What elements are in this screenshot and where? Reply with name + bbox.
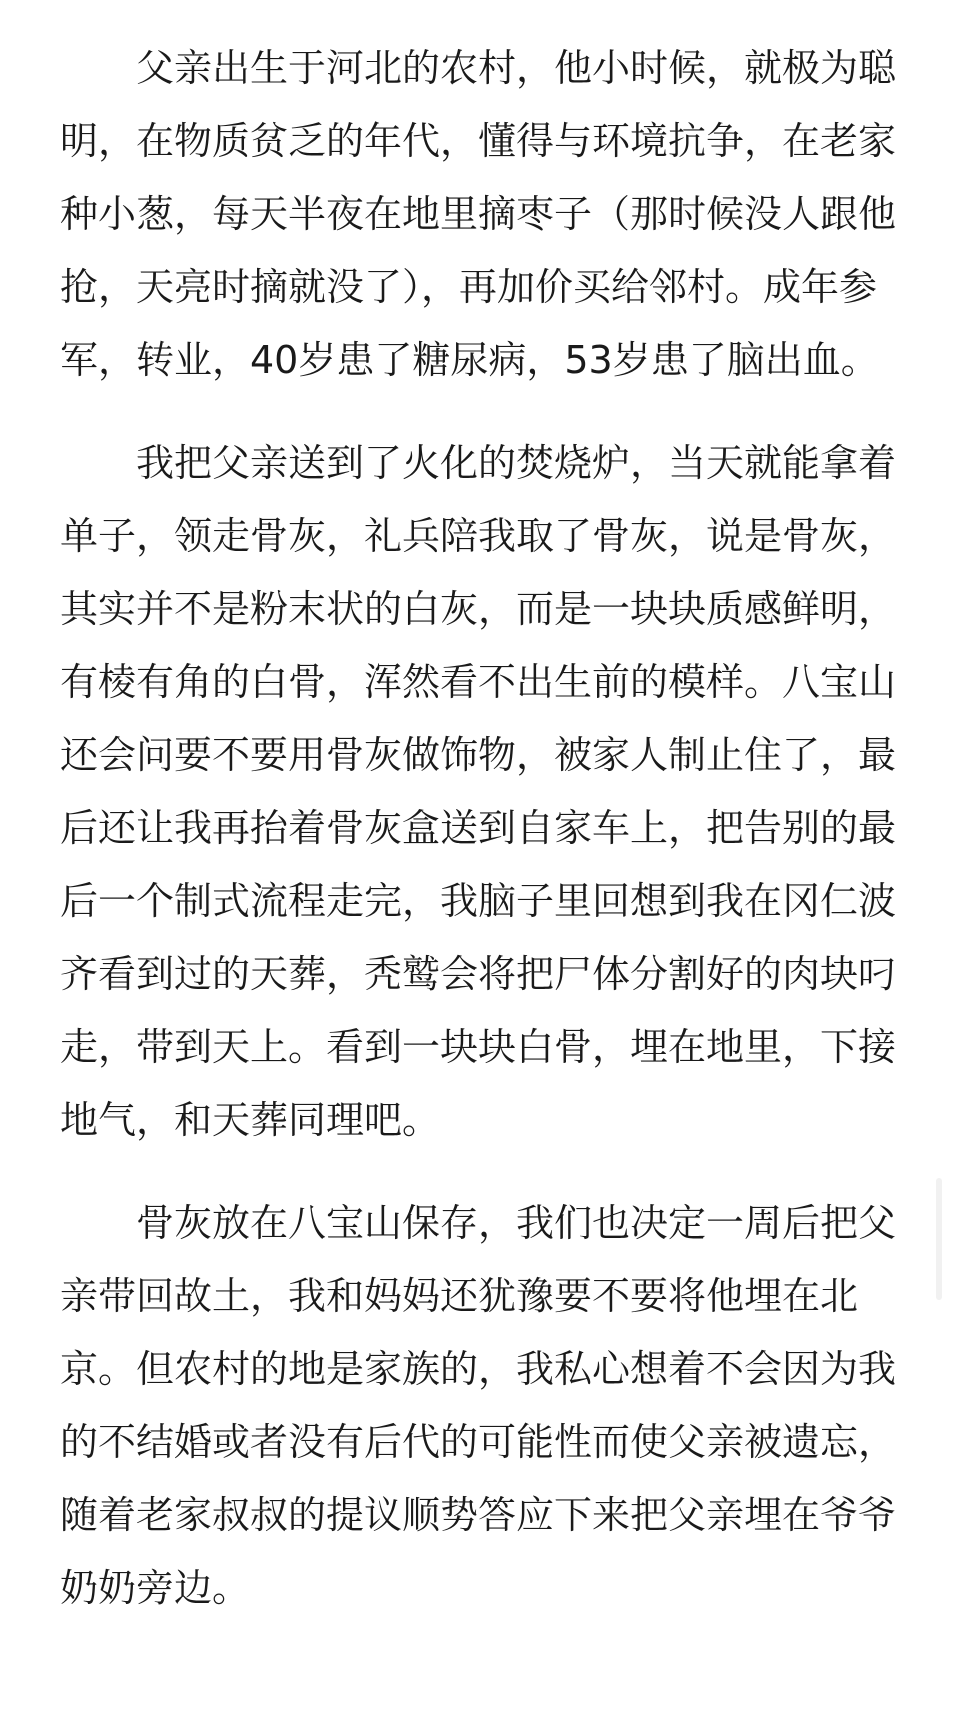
paragraph-3: 骨灰放在八宝山保存，我们也决定一周后把父亲带回故土，我和妈妈还犹豫要不要将他埋在北京。但农村的地是家族的，我私心想着不会因为我的不结婚或者没有后代的可能性而使父亲被遗忘，随着老家叔叔的提议顺势答应下来把父亲埋在爷爷奶奶旁边。 [60,1201,897,1610]
scrollbar-thumb[interactable] [936,1178,942,1300]
paragraph-2: 我把父亲送到了火化的焚烧炉，当天就能拿着单子，领走骨灰，礼兵陪我取了骨灰，说是骨灰，其实并不是粉末状的白灰，而是一块块质感鲜明，有棱有角的白骨，浑然看不出生前的模样。八宝山还会问要不要用骨灰做饰物，被家人制止住了，最后还让我再抬着骨灰盒送到自家车上，把告别的最后一个制式流程走完，我脑子里回想到我在冈仁波齐看到过的天葬，秃鹫会将把尸体分割好的肉块叼走，带到天上。看到一块块白骨，埋在地里，下接地气，和天葬同理吧。 [60,441,897,1142]
article-body [60,32,900,1655]
paragraph-1: 父亲出生于河北的农村，他小时候，就极为聪明，在物质贫乏的年代，懂得与环境抗争，在老家种小葱，每天半夜在地里摘枣子（那时候没人跟他抢，天亮时摘就没了），再加价买给邻村。成年参军，转业，40岁患了糖尿病，53岁患了脑出血。 [60,46,897,382]
